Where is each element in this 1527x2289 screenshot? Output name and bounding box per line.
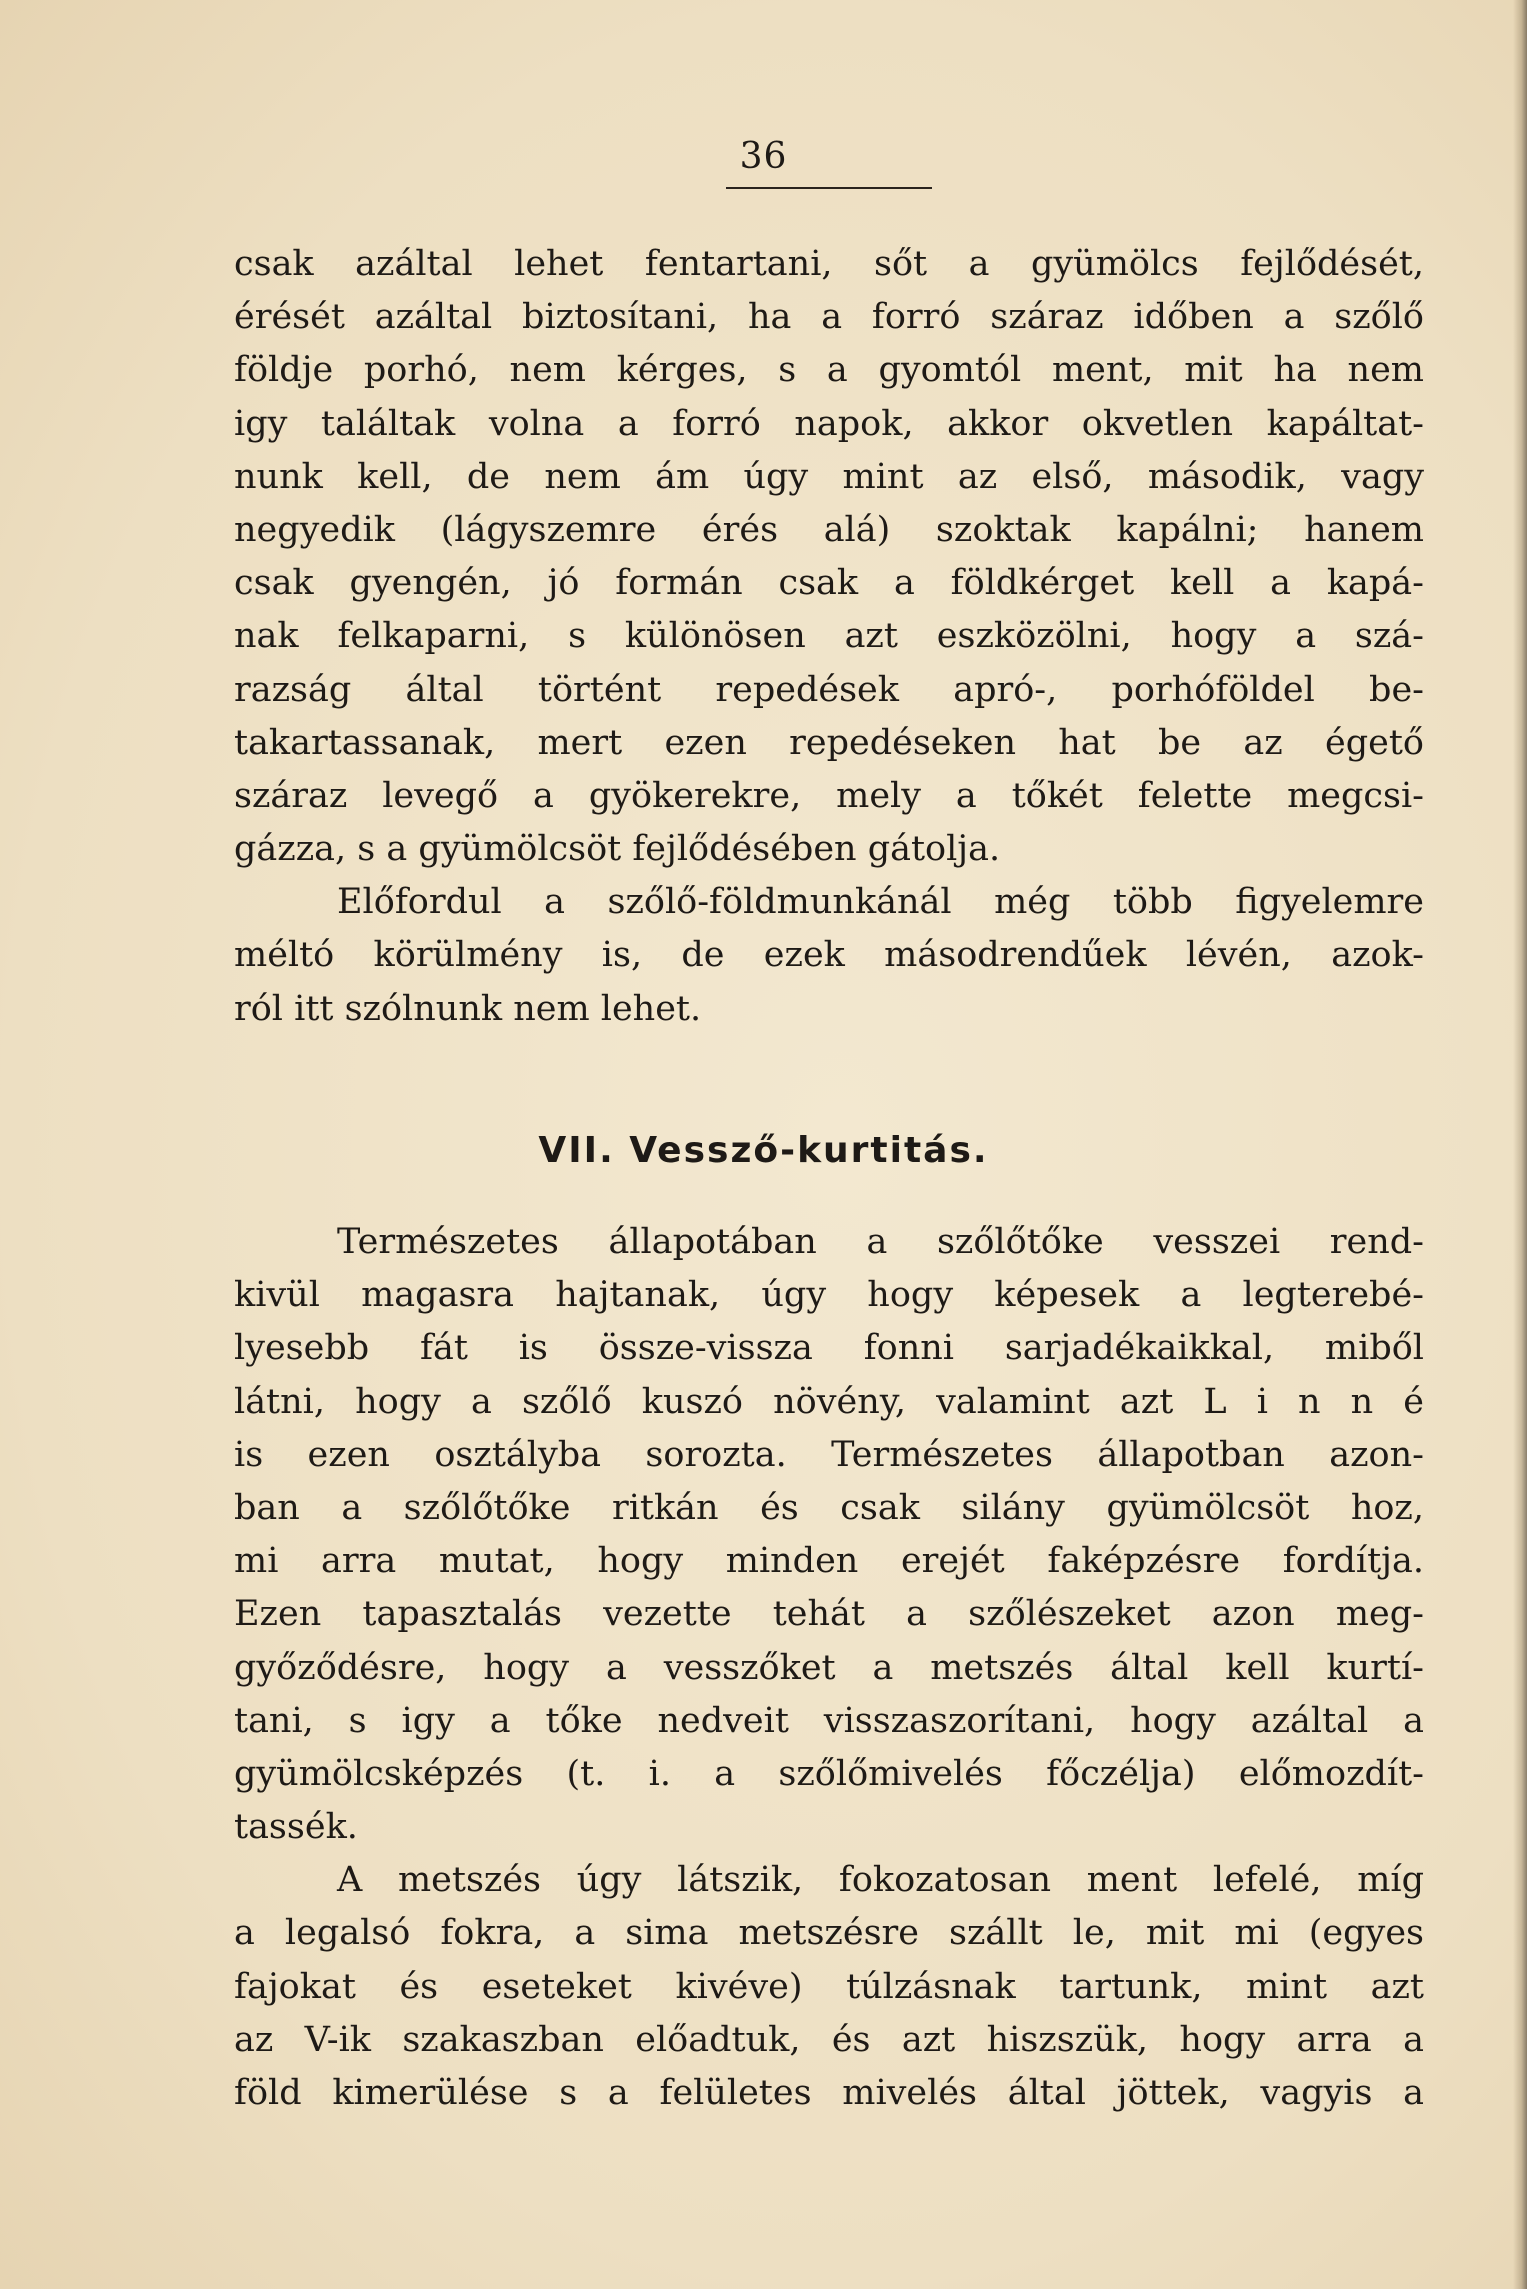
header-rule <box>726 187 932 189</box>
paragraph-4 <box>234 1854 1424 2120</box>
text-line: látni, hogy a szőlő kuszó növény, valamint azt L i n n é <box>234 1381 1424 1422</box>
text-line: Ezen tapasztalás vezette tehát a szőlészeket azon meg- <box>234 1594 1424 1635</box>
text-block-bottom <box>234 1216 1424 2120</box>
paragraph-1 <box>234 238 1424 876</box>
text-line: nak felkaparni, s különösen azt eszközölni, hogy a szá- <box>234 616 1424 657</box>
paragraph-2 <box>234 876 1424 1036</box>
text-line: kivül magasra hajtanak, úgy hogy képesek a legterebé- <box>234 1275 1424 1316</box>
text-line: méltó körülmény is, de ezek másodrendűek lévén, azok- <box>234 935 1424 976</box>
text-line: nunk kell, de nem ám úgy mint az első, második, vagy <box>234 456 1424 497</box>
text-line: tassék. <box>234 1807 358 1848</box>
text-line: csak azáltal lehet fentartani, sőt a gyümölcs fejlődését, <box>234 244 1424 284</box>
page-number: 36 <box>739 136 788 177</box>
text-line: Előfordul a szőlő-földmunkánál még több figyelemre <box>337 882 1424 923</box>
text-line: lyesebb fát is össze-vissza fonni sarjadékaikkal, miből <box>234 1328 1424 1369</box>
text-line: razság által történt repedések apró-, porhóföldel be- <box>234 669 1424 710</box>
text-line: csak gyengén, jó formán csak a földkérget kell a kapá- <box>234 563 1424 604</box>
text-line: győződésre, hogy a vesszőket a metszés által kell kurtí- <box>234 1647 1424 1688</box>
text-line: föld kimerülése s a felületes mivelés által jöttek, vagyis a <box>234 2073 1424 2113</box>
text-line: száraz levegő a gyökerekre, mely a tőkét felette megcsi- <box>234 775 1424 816</box>
text-line: mi arra mutat, hogy minden erejét faképzésre fordítja. <box>234 1541 1424 1582</box>
text-block-top <box>234 238 1424 1036</box>
text-line: Természetes állapotában a szőlőtőke vesszei rend- <box>337 1222 1424 1262</box>
text-line: a legalsó fokra, a sima metszésre szállt le, mit mi (egyes <box>234 1913 1424 1954</box>
section-heading: VII. Vessző-kurtitás. <box>538 1130 989 1171</box>
text-line: ról itt szólnunk nem lehet. <box>234 988 702 1029</box>
text-line: érését azáltal biztosítani, ha a forró száraz időben a szőlő <box>234 297 1424 338</box>
text-line: gázza, s a gyümölcsöt fejlődésében gátolja. <box>234 829 1001 870</box>
text-line: az V-ik szakaszban előadtuk, és azt hiszszük, hogy arra a <box>234 2019 1424 2060</box>
text-line: A metszés úgy látszik, fokozatosan ment lefelé, míg <box>337 1860 1424 1901</box>
text-line: takartassanak, mert ezen repedéseken hat be az égető <box>234 722 1424 763</box>
text-line: gyümölcsképzés (t. i. a szőlőmivelés főczélja) előmozdít- <box>234 1753 1424 1794</box>
paragraph-3 <box>234 1216 1424 1854</box>
text-line: földje porhó, nem kérges, s a gyomtól ment, mit ha nem <box>234 350 1424 391</box>
text-line: tani, s igy a tőke nedveit visszaszorítani, hogy azáltal a <box>234 1700 1424 1741</box>
text-line: ban a szőlőtőke ritkán és csak silány gyümölcsöt hoz, <box>234 1487 1424 1528</box>
text-line: negyedik (lágyszemre érés alá) szoktak kapálni; hanem <box>234 509 1424 550</box>
text-line: fajokat és eseteket kivéve) túlzásnak tartunk, mint azt <box>234 1966 1424 2007</box>
text-line: is ezen osztályba sorozta. Természetes állapotban azon- <box>234 1434 1424 1475</box>
text-line: igy találtak volna a forró napok, akkor okvetlen kapáltat- <box>234 403 1424 444</box>
